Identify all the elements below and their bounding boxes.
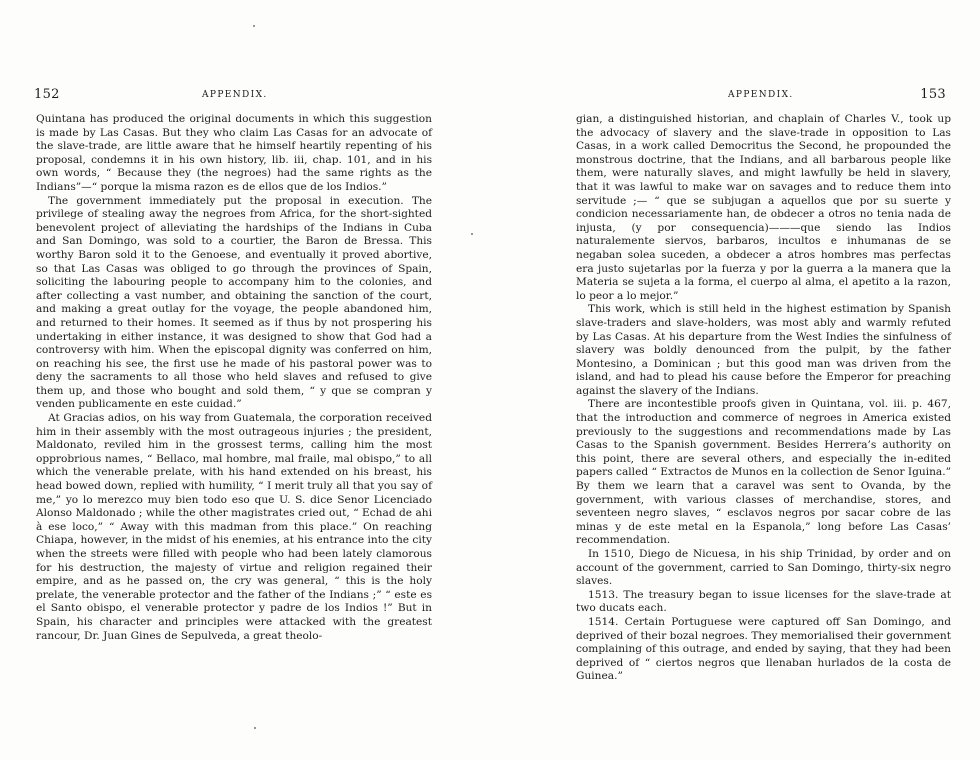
paragraph: gian, a distinguished historian, and chaplain of Charles V., took up the advocacy of slavery and the slave-trade in opposition to Las Casas, in a work called Democritus the Second, he propounded the monstrous doctrine, that the Indians, and all barbarous people like them, were naturally slaves, and might lawfully be held in slavery, that it was lawful to make war on savages and to reduce them into servitude ;— “ que se subjugan a aquellos que por su suerte y condicion necessariamente han, de obdecer a otros no tenia nada de injusta, (y por consequencia)———que siendo las Indios naturalemente siervos, barbaros, incultos e inhumanas de se negaban solea suceden, a obdecer a atros hombres mas perfectas era justo sujetarlas por la fuerza y por la guerra a la manera que la Materia se sujeta a la forma, el cuerpo al alma, el apetito a la razon, lo peor a lo mejor.” [576,113,951,302]
scan-speck [254,727,256,729]
paragraph: 1514. Certain Portuguese were captured off San Domingo, and deprived of their bozal negroes. They memorialised their government complaining of this outrage, and ended by saying, that they had been deprived of “ ciertos negros que llenaban hurlados de la costa de Guinea.” [576,615,951,683]
paragraph: At Gracias adios, on his way from Guatemala, the corporation received him in their assembly with the most outrageous injuries ; the president, Maldonato, reviled him in the grossest terms, calling him the most opprobrious names, “ Bellaco, mal hombre, mal fraile, mal obispo,” to all which the venerable prelate, with his hand extended on his breast, his head bowed down, replied with humility, “ I merit truly all that you say of me,” yo lo merezco muy bien todo eso que U. S. dice Senor Licenciado Alonso Maldonado ; while the other magistrates cried out, “ Echad de ahi à ese loco,” “ Away with this madman from this place.” On reaching Chiapa, however, in the midst of his enemies, at his entrance into the city when the streets were filled with people who had been lately clamorous for his destruction, the majesty of virtue and religion regained their empire, and as he passed on, the cry was general, “ this is the holy prelate, the venerable protector and the father of the Indians ;” “ este es el Santo obispo, el venerable protector y padre de los Indios !” But in Spain, his character and principles were attacked with the greatest rancour, Dr. Juan Gines de Sepulveda, a great theolo- [36,412,432,642]
paragraph: In 1510, Diego de Nicuesa, in his ship Trinidad, by order and on account of the government, carried to San Domingo, thirty-six negro slaves. [576,548,951,588]
scan-speck [253,25,255,27]
page-number: 153 [920,87,946,102]
text-column [576,113,951,684]
running-head: APPENDIX. [728,90,794,100]
paragraph: This work, which is still held in the highest estimation by Spanish slave-traders and slave-holders, was most ably and warmly refuted by Las Casas. At his departure from the West Indies the sinfulness of slavery was boldly denounced from the pulpit, by the father Montesino, a Dominican ; but this good man was driven from the island, and had to plead his cause before the Emperor for preaching against the slavery of the Indians. [576,303,951,397]
paragraph: Quintana has produced the original documents in which this suggestion is made by Las Casas. But they who claim Las Casas for an advocate of the slave-trade, are little aware that he himself heartily repenting of his proposal, condemns it in his own history, lib. iii, chap. 101, and in his own words, “ Because they (the negroes) had the same rights as the Indians”—“ porque la misma razon es de ellos que de los Indios.” [36,113,432,193]
text-column [36,113,432,643]
scan-speck [471,233,473,235]
paragraph: 1513. The treasury began to issue licenses for the slave-trade at two ducats each. [576,588,951,615]
right-page [490,0,980,760]
running-head: APPENDIX. [202,90,268,100]
paragraph: There are incontestible proofs given in Quintana, vol. iii. p. 467, that the introduction and commerce of negroes in America existed previously to the suggestions and recommendations made by Las Casas to the Spanish government. Besides Herrera’s authority on this point, there are several others, and especially the in-edited papers called “ Extractos de Munos en la collection de Senor Iguina.” By them we learn that a caravel was sent to Ovanda, by the government, with various classes of merchandise, stores, and seventeen negro slaves, “ esclavos negros por sacar cobre de las minas y de este metal en la Espanola,” long before Las Casas’ recommendation. [576,398,951,547]
paragraph: The government immediately put the proposal in execution. The privilege of stealing away the negroes from Africa, for the short-sighted benevolent project of alleviating the hardships of the Indians in Cuba and San Domingo, was sold to a courtier, the Baron de Bressa. This worthy Baron sold it to the Genoese, and eventually it proved abortive, so that Las Casas was obliged to go through the provinces of Spain, soliciting the labouring people to accompany him to the colonies, and after collecting a vast number, and obtaining the sanction of the court, and making a great outlay for the voyage, the people abandoned him, and returned to their homes. It seemed as if thus by not prospering his undertaking in either instance, it was designed to show that God had a controversy with him. When the episcopal dignity was conferred on him, on reaching his see, the first use he made of his pastoral power was to deny the sacraments to all those who held slaves and refused to give them up, and those who bought and sold them, “ y que se compran y venden publicamente en este cuidad.” [36,194,432,411]
page-number: 152 [34,87,60,102]
